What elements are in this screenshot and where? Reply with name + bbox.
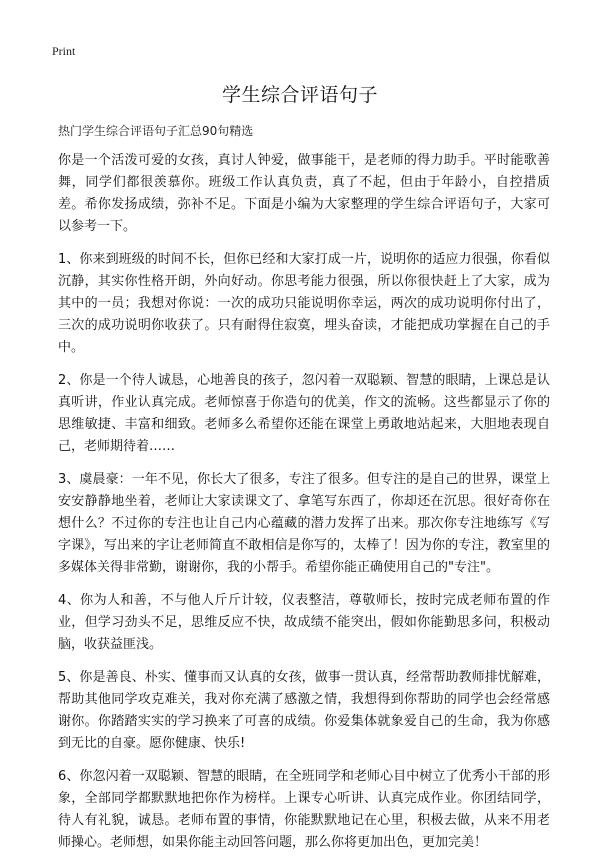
comment-paragraph-2: 2、你是一个待人诚恳，心地善良的孩子，忽闪着一双聪颖、智慧的眼睛，上课总是认真听讲，作业认真完成。老师惊喜于你造句的优美，作文的流畅。这些都显示了你的思维敏捷、丰富和细致。老师多么希望你还能在课堂上勇敢地站起来，大胆地表现自己，老师期待着…… — [58, 373, 550, 454]
subtitle: 热门学生综合评语句子汇总90句精选 — [58, 124, 254, 138]
comment-paragraph-3: 3、虞晨豪：一年不见，你长大了很多，专注了很多。但专注的是自己的世界，课堂上安安静静地坐着，老师让大家读课文了、拿笔写东西了，你却还在沉思。很好奇你在想什么？不过你的专注也让自己内心蕴藏的潜力发挥了出来。那次你专注地练写《写字课》，写出来的字让老师简直不敢相信是你写的，太棒了！因为你的专注，教室里的多媒体关得非常勤，谢谢你，我的小帮手。希望你能正确使用自己的"专注"。 — [58, 472, 550, 575]
comment-paragraph-4: 4、你为人和善，不与他人斤斤计较，仪表整洁，尊敬师长，按时完成老师布置的作业，但学习劲头不足，思维反应不快，故成绩不能突出，假如你能勤思多问，积极动脑，收获益匪浅。 — [58, 593, 550, 652]
comment-paragraph-5: 5、你是善良、朴实、懂事而又认真的女孩，做事一贯认真，经常帮助教师排忧解难，帮助其他同学攻克难关，我对你充满了感激之情，我想得到你帮助的同学也会经常感谢你。你踏踏实实的学习换来了可喜的成绩。你爱集体就象爱自己的生命，我为你感到无比的自豪。愿你健康、快乐! — [58, 670, 550, 751]
intro-paragraph: 你是一个活泼可爱的女孩，真讨人钟爱，做事能干，是老师的得力助手。平时能歌善舞，同学们都很羡慕你。班级工作认真负责，真了不起，但由于年龄小，自控措质差。希你发扬成绩，弥补不足。下面是小编为大家整理的学生综合评语句子，大家可以参考一下。 — [58, 153, 550, 234]
comment-paragraph-6: 6、你忽闪着一双聪颖、智慧的眼睛，在全班同学和老师心目中树立了优秀小干部的形象，全部同学都默默地把你作为榜样。上课专心听讲、认真完成作业。你团结同学，待人有礼貌，诚恳。老师布置的事情，你能默默地记在心里，积极去做，从来不用老师操心。老师想，如果你能主动回答问题，那么你将更加出色，更加完美！ — [58, 769, 550, 850]
article-body — [58, 150, 550, 865]
print-label: Print — [52, 44, 76, 58]
page-title: 学生综合评语句子 — [221, 84, 378, 106]
comment-paragraph-1: 1、你来到班级的时间不长，但你已经和大家打成一片，说明你的适应力很强，你看似沉静，其实你性格开朗，外向好动。你思考能力很强，所以你很快赶上了大家，成为其中的一员；我想对你说：一次的成功只能说明你幸运，两次的成功说明你付出了，三次的成功说明你收获了。只有耐得住寂寞，埋头奋读，才能把成功掌握在自己的手中。 — [58, 252, 550, 355]
